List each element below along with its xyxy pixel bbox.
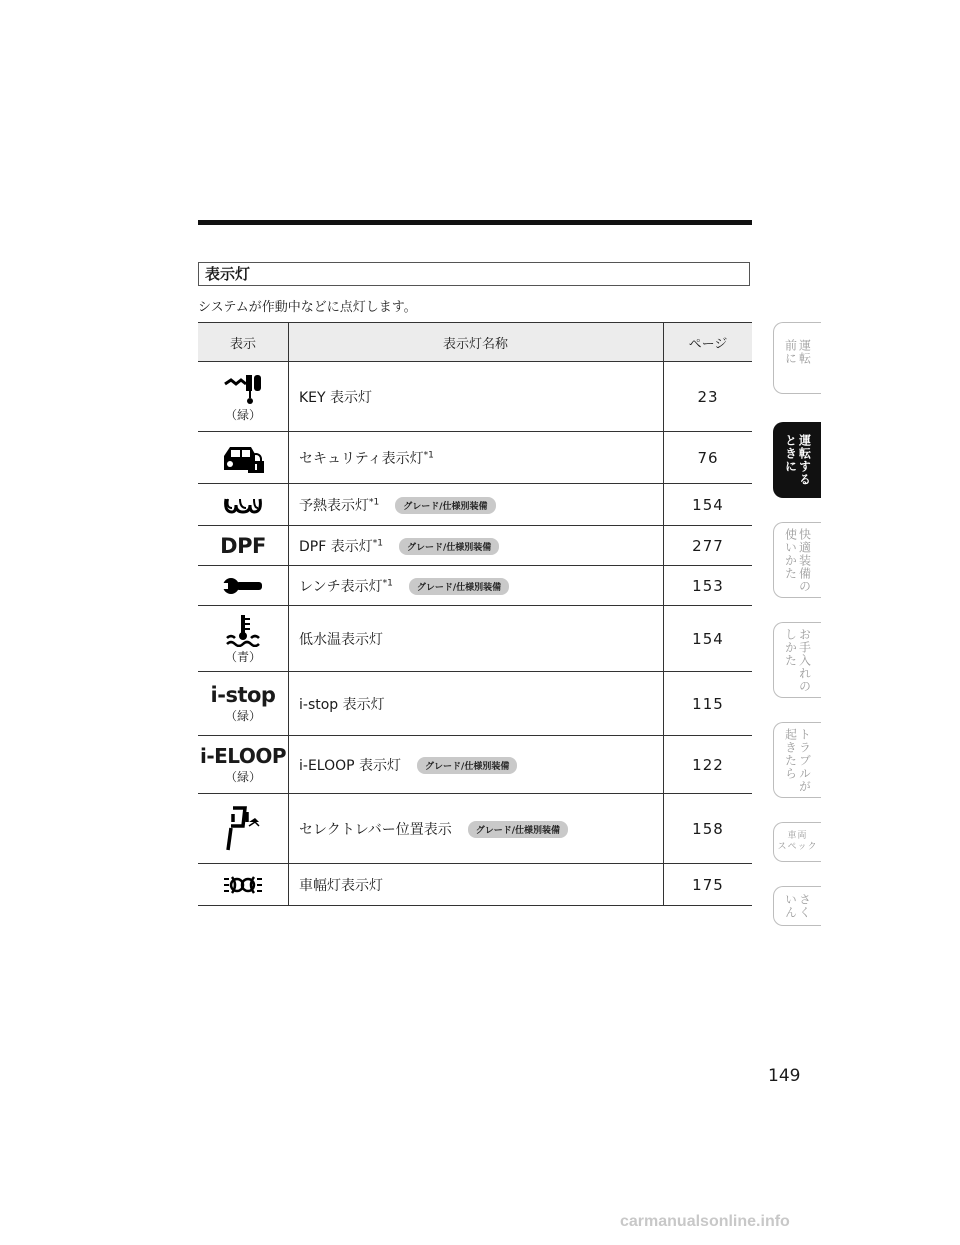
table-row [198, 672, 752, 736]
tab-maintenance[interactable]: お手入れの しかた [773, 622, 821, 698]
header-display: 表示 [198, 323, 289, 362]
page-ref: 154 [664, 484, 753, 526]
grade-badge: グレード/仕様別装備 [468, 821, 568, 838]
footnote-mark: *1 [372, 537, 383, 548]
page-ref: 122 [664, 736, 753, 794]
section-title: 表示灯 [198, 262, 750, 286]
page-ref: 154 [664, 606, 753, 672]
grade-badge: グレード/仕様別装備 [399, 538, 499, 555]
tab-before-driving[interactable]: 運転 前に [773, 322, 821, 394]
indicator-name: 低水温表示灯 [299, 631, 383, 648]
table-row [198, 606, 752, 672]
page-ref: 277 [664, 526, 753, 566]
dpf-indicator-icon: DPF [220, 533, 266, 558]
tab-while-driving[interactable]: 運転する ときに [773, 422, 821, 498]
position-lamp-indicator-icon [221, 874, 265, 896]
key-indicator-icon [222, 371, 264, 405]
indicator-name: レンチ表示灯 [299, 578, 383, 595]
indicator-name: セレクトレバー位置表示 [299, 821, 452, 838]
chapter-tabs [773, 0, 823, 1245]
table-row [198, 484, 752, 526]
color-note: （青） [224, 649, 261, 664]
page-ref: 23 [664, 362, 753, 432]
i-eloop-indicator-icon: i-ELOOP [199, 743, 286, 768]
tab-comfort-features[interactable]: 快適装備の 使いかた [773, 522, 821, 598]
footnote-mark: *1 [369, 496, 380, 507]
indicator-name: KEY 表示灯 [299, 389, 373, 406]
page-ref: 175 [664, 864, 753, 906]
grade-badge: グレード/仕様別装備 [395, 497, 495, 514]
table-row [198, 736, 752, 794]
color-note: （緑） [224, 708, 261, 723]
indicator-name: 車幅灯表示灯 [299, 877, 383, 894]
page-ref: 115 [664, 672, 753, 736]
page-ref: 153 [664, 566, 753, 606]
section-intro: システムが作動中などに点灯します。 [198, 300, 417, 315]
footnote-mark: *1 [382, 577, 393, 588]
watermark: carmanualsonline.info [620, 1213, 790, 1230]
indicator-name: DPF 表示灯 [299, 538, 373, 555]
tab-vehicle-specs[interactable]: 車両 スペック [773, 822, 821, 862]
table-row [198, 432, 752, 484]
color-note: （緑） [224, 769, 261, 784]
page-number: 149 [768, 1066, 801, 1086]
tab-index[interactable]: さく いん [773, 886, 821, 926]
glow-plug-indicator-icon [222, 494, 264, 516]
indicator-name: セキュリティ表示灯 [299, 450, 424, 467]
section-top-rule [198, 220, 752, 225]
grade-badge: グレード/仕様別装備 [417, 757, 517, 774]
grade-badge: グレード/仕様別装備 [409, 578, 509, 595]
tab-troubleshooting[interactable]: トラブルが 起きたら [773, 722, 821, 798]
low-coolant-temp-indicator-icon [224, 613, 262, 647]
table-row [198, 526, 752, 566]
indicator-name: i-ELOOP 表示灯 [299, 757, 402, 774]
indicator-name: i-stop 表示灯 [299, 696, 385, 713]
header-page: ページ [664, 323, 753, 362]
table-row [198, 362, 752, 432]
header-name: 表示灯名称 [289, 323, 664, 362]
indicator-name: 予熱表示灯 [299, 497, 369, 514]
color-note: （緑） [224, 407, 261, 422]
footnote-mark: *1 [423, 449, 434, 460]
security-indicator-icon [221, 442, 265, 474]
i-stop-indicator-icon: i-stop [210, 682, 276, 707]
shift-position-indicator-icon [225, 804, 261, 854]
wrench-indicator-icon [222, 577, 264, 595]
table-row [198, 566, 752, 606]
table-header-row [198, 323, 752, 362]
table-row [198, 794, 752, 864]
page-ref: 158 [664, 794, 753, 864]
page-ref: 76 [664, 432, 753, 484]
table-row [198, 864, 752, 906]
indicator-table [198, 322, 752, 906]
